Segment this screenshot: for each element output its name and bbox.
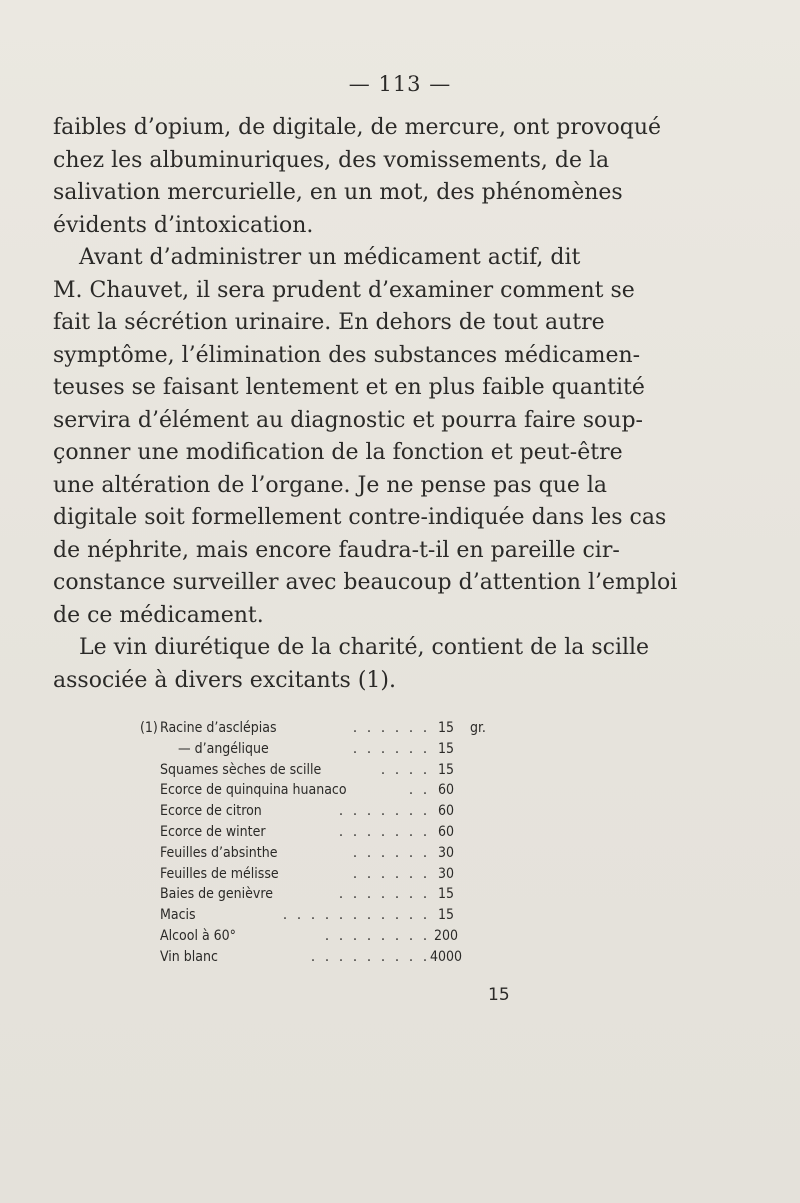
ingredient-quantity: 30 (437, 844, 455, 861)
text-line: faibles d’opium, de digitale, de mercure, ont provoqué (53, 115, 662, 140)
leader-dots: . . . . . . (353, 844, 430, 861)
ingredient-name: Alcool à 60° (160, 927, 236, 944)
ingredient-name: Ecorce de citron (160, 803, 262, 820)
recipe-row (140, 739, 480, 760)
text-line: teuses se faisant lentement et en plus faible quantité (53, 375, 645, 400)
text-line: constance surveiller avec beaucoup d’attention l’emploi (53, 570, 678, 595)
text-line: symptôme, l’élimination des substances médicamen- (53, 342, 641, 368)
recipe-row (140, 864, 480, 885)
recipe-row (140, 905, 480, 926)
text-line: chez les albuminuriques, des vomissements, de la (53, 147, 610, 173)
ingredient-name: Ecorce de quinquina huanaco (160, 782, 347, 799)
recipe-row (140, 926, 480, 947)
leader-dots: . . . . . . . . . . . (283, 907, 430, 924)
ingredient-quantity: 15 (437, 720, 455, 736)
leader-dots: . . . . . . (353, 720, 430, 736)
recipe-row (140, 884, 480, 905)
leader-dots: . . . . . . . . . (311, 948, 430, 965)
text-line: fait la sécrétion urinaire. En dehors de tout autre (53, 310, 605, 335)
ingredient-quantity: 15 (437, 740, 455, 757)
ingredient-name: Feuilles de mélisse (160, 865, 279, 882)
ingredient-name: Squames sèches de scille (160, 761, 322, 778)
ingredient-quantity: 15 (437, 907, 455, 924)
ingredient-name: — d’angélique (178, 740, 269, 757)
recipe-row (140, 843, 480, 864)
unit-label: gr. (470, 720, 486, 736)
text-line: évidents d’intoxication. (53, 212, 314, 238)
recipe-row (140, 947, 480, 968)
text-line: une altération de l’organe. Je ne pense pas que la (53, 472, 608, 498)
page-number: — 113 — (348, 72, 452, 96)
ingredient-quantity: 4000 (429, 948, 463, 965)
ingredient-name: Ecorce de winter (160, 823, 266, 840)
recipe-row (140, 822, 480, 843)
ingredient-quantity: 200 (433, 927, 459, 944)
text-line: Avant d’administrer un médicament actif, dit (79, 245, 581, 270)
footnote-marker: (1) (140, 720, 158, 736)
text-line: M. Chauvet, il sera prudent d’examiner comment se (53, 277, 635, 303)
ingredient-name: Racine d’asclépias (160, 720, 277, 736)
ingredient-name: Vin blanc (160, 948, 218, 965)
footnote-recipe (140, 718, 486, 968)
leader-dots: . . . . . . . (339, 823, 430, 840)
text-line: Le vin diurétique de la charité, contient de la scille (79, 635, 650, 660)
recipe-row (140, 780, 480, 801)
leader-dots: . . (409, 782, 430, 799)
leader-dots: . . . . (381, 761, 430, 778)
text-line: digitale soit formellement contre-indiquée dans les cas (53, 505, 667, 530)
text-line: salivation mercurielle, en un mot, des phénomènes (53, 180, 623, 205)
ingredient-quantity: 60 (437, 782, 455, 799)
recipe-row (140, 718, 486, 739)
leader-dots: . . . . . . . (339, 803, 430, 820)
text-line: çonner une modification de la fonction et peut-être (53, 440, 623, 465)
leader-dots: . . . . . . . (339, 886, 430, 903)
ingredient-name: Baies de genièvre (160, 886, 273, 903)
text-line: associée à divers excitants (1). (53, 667, 396, 693)
leader-dots: . . . . . . . . (325, 927, 430, 944)
ingredient-quantity: 60 (437, 803, 455, 820)
text-line: servira d’élément au diagnostic et pourra faire soup- (53, 407, 643, 433)
recipe-row (140, 760, 480, 781)
ingredient-name: Macis (160, 907, 196, 924)
ingredient-quantity: 60 (437, 823, 455, 840)
signature-mark: 15 (488, 985, 510, 1005)
text-line: de néphrite, mais encore faudra-t-il en pareille cir- (53, 537, 620, 563)
body-text (53, 112, 678, 697)
text-line: de ce médicament. (53, 602, 264, 628)
leader-dots: . . . . . . (353, 740, 430, 757)
ingredient-name: Feuilles d’absinthe (160, 844, 278, 861)
ingredient-quantity: 15 (437, 886, 455, 903)
ingredient-quantity: 30 (437, 865, 455, 882)
ingredient-quantity: 15 (437, 761, 455, 778)
recipe-row (140, 801, 480, 822)
leader-dots: . . . . . . (353, 865, 430, 882)
